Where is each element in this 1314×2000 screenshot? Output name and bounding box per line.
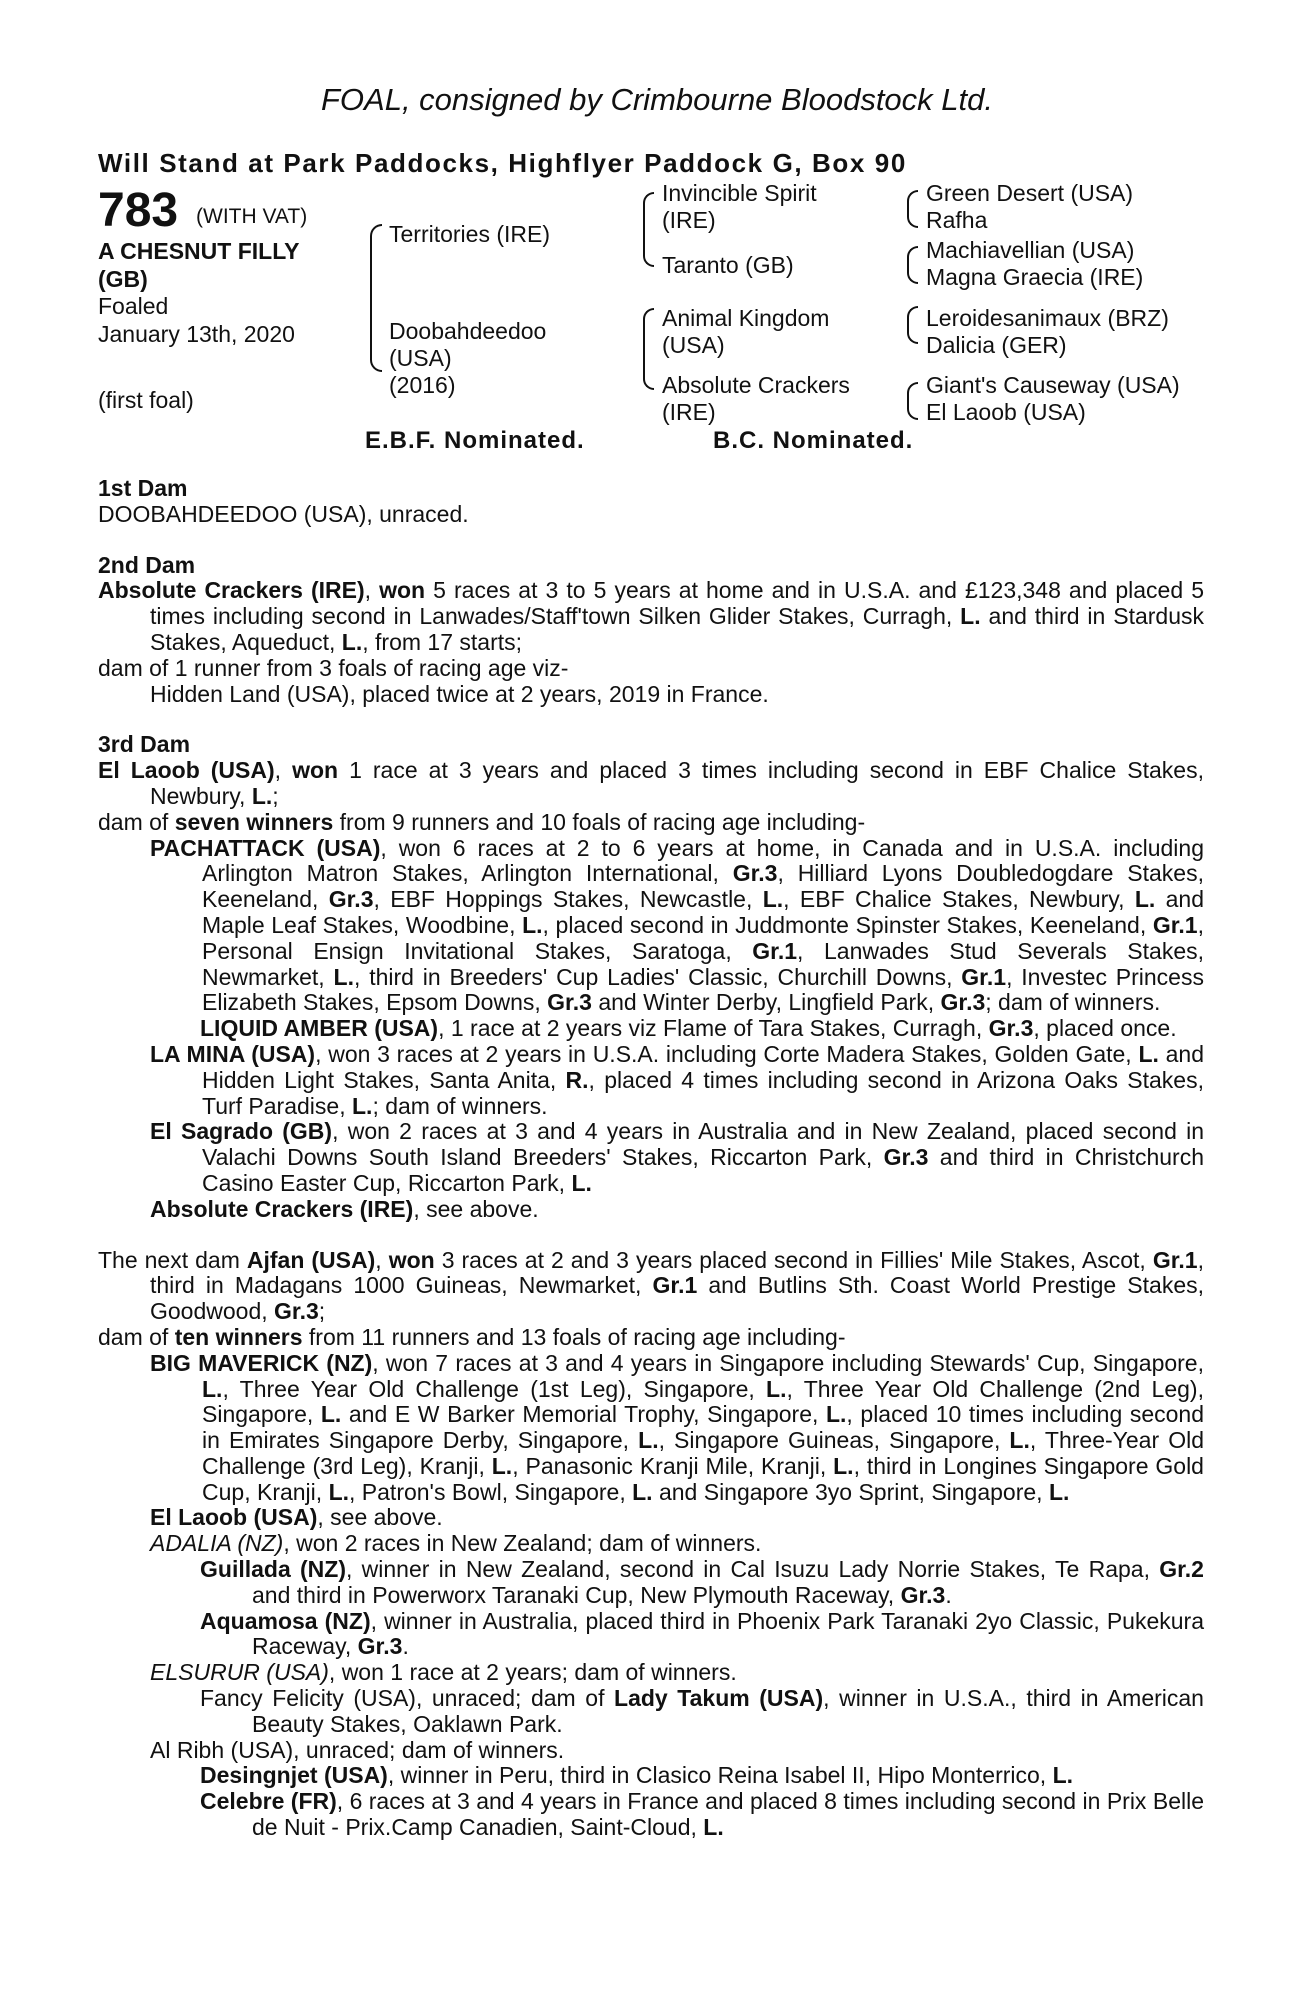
produce-guillada: Guillada (NZ), winner in New Zealand, second in Cal Isuzu Lady Norrie Stakes, Te Rapa, Gr.2 and third in Powerworx Taranaki Cup, New Plymouth Raceway, Gr.3. [200, 1556, 1204, 1608]
col3-brace-2b [907, 264, 918, 284]
location-line: Will Stand at Park Paddocks, Highflyer Paddock G, Box 90 [98, 148, 907, 178]
horse-name: BIG MAVERICK (NZ) [150, 1349, 373, 1376]
dam-name: Ajfan (USA) [246, 1246, 376, 1273]
col3-brace-3b [907, 324, 918, 344]
pedigree-sire-sire-2: (IRE) [662, 207, 716, 233]
foaled-label: Foaled [98, 293, 169, 319]
won-label: won [379, 577, 426, 604]
horse-name: LIQUID AMBER (USA) [200, 1015, 439, 1042]
horse-name: Celebre (FR) [200, 1788, 337, 1815]
next-dam-record: The next dam Ajfan (USA), won 3 races at 2 and 3 years placed second in Fillies' Mile Stakes, Ascot, Gr.1, third in Madagans 1000 Guineas, Newmarket, Gr.1 and Butlins Sth. Coast World Prestige Stakes, Goodwood, Gr.3; [98, 1246, 1205, 1325]
sire-dam-brace [643, 225, 654, 267]
pedigree-sire: Territories (IRE) [389, 221, 551, 247]
col3-brace-4b [907, 400, 918, 420]
listed-label: L. [251, 782, 273, 809]
produce-aquamosa: Aquamosa (NZ), winner in Australia, placed third in Phoenix Park Taranaki 2yo Classic, Pukekura Raceway, Gr.3. [200, 1607, 1204, 1660]
vat-note: (WITH VAT) [196, 205, 308, 228]
dam-name: Absolute Crackers (IRE) [98, 577, 365, 604]
col3-brace-4a [907, 382, 918, 402]
record-text: 5 races at 3 to 5 years at home and in U.S.A. and £123,348 and placed 5 times including second in Lanwades/Staff'town Silken Glider Stakes, Curragh, [150, 577, 1204, 630]
record-text: ; [272, 782, 279, 809]
horse-name: PACHATTACK (USA) [150, 834, 381, 861]
first-dam-text: DOOBAHDEEDOO (USA), unraced. [98, 500, 469, 527]
ebf-nomination: E.B.F. Nominated. [365, 427, 585, 454]
bc-nomination: B.C. Nominated. [713, 427, 914, 454]
third-dam-record: El Laoob (USA), won 1 race at 3 years and placed 3 times including second in EBF Chalice Stakes, Newbury, L.; [98, 757, 1204, 809]
produce-el-sagrado: El Sagrado (GB), won 2 races at 3 and 4 years in Australia and in New Zealand, placed second in Valachi Downs South Island Breeders' Stakes, Riccarton Park, Gr.3 and third in Christchurch Casino Easter Cup, Riccarton Park, L. [150, 1118, 1205, 1196]
produce-elsurur: ELSURUR (USA), won 1 race at 2 years; dam of winners. [150, 1659, 737, 1686]
pedigree-sds: Machiavellian (USA) [926, 237, 1135, 263]
pedigree-sdd: Magna Graecia (IRE) [926, 264, 1144, 290]
produce-absolute-crackers: Absolute Crackers (IRE), see above. [150, 1195, 539, 1222]
pedigree-dam-dam-2: (IRE) [662, 399, 716, 425]
col3-brace-1b [907, 208, 918, 228]
horse-name: El Laoob (USA) [150, 1504, 318, 1531]
produce-adalia: ADALIA (NZ), won 2 races in New Zealand; dam of winners. [150, 1530, 762, 1557]
col3-brace-2a [907, 246, 918, 266]
record-text: and third in Stardusk Stakes, Aqueduct, [150, 603, 1204, 655]
pedigree-dsd: Dalicia (GER) [926, 332, 1067, 358]
horse-name: Guillada (NZ) [200, 1556, 346, 1583]
horse-name: Absolute Crackers (IRE) [150, 1195, 414, 1222]
first-dam-heading: 1st Dam [98, 475, 188, 501]
record-text: , from 17 starts; [362, 628, 523, 655]
produce-fancy-felicity: Fancy Felicity (USA), unraced; dam of Lady Takum (USA), winner in U.S.A., third in American Beauty Stakes, Oaklawn Park. [200, 1685, 1204, 1737]
dam-brace [370, 292, 382, 372]
pedigree-sss: Green Desert (USA) [926, 180, 1134, 206]
produce-celebre: Celebre (FR), 6 races at 3 and 4 years in France and placed 8 times including second in Prix Belle de Nuit - Prix.Camp Canadien, Saint-Cloud, L. [200, 1788, 1204, 1841]
dam-dam-brace [643, 348, 654, 390]
dam-name: El Laoob (USA) [98, 757, 275, 784]
horse-name: Lady Takum (USA) [614, 1685, 824, 1712]
won-label: won [292, 757, 339, 784]
produce-desingnjet: Desingnjet (USA), winner in Peru, third in Clasico Reina Isabel II, Hipo Monterrico, L. [200, 1762, 1074, 1789]
pedigree-dam-sire-2: (USA) [662, 332, 725, 358]
produce-liquid-amber: LIQUID AMBER (USA), 1 race at 2 years viz Flame of Tara Stakes, Curragh, Gr.3, placed once. [200, 1015, 1177, 1042]
sire-brace [370, 224, 382, 294]
produce-la-mina: LA MINA (USA), won 3 races at 2 years in U.S.A. including Corte Madera Stakes, Golden Gate, L. and Hidden Light Stakes, Santa Anita, R., placed 4 times including second in Arizona Oaks Stakes, Turf Paradise, L.; dam of winners. [150, 1040, 1205, 1119]
catalogue-body [98, 476, 1204, 1841]
dam-sire-brace [643, 308, 654, 350]
second-dam-produce-summary: dam of 1 runner from 3 foals of racing age viz- [98, 654, 569, 681]
pedigree-ssd: Rafha [926, 207, 988, 233]
col3-brace-1a [907, 190, 918, 210]
foaled-date: January 13th, 2020 [98, 321, 295, 347]
record-text: 1 race at 3 years and placed 3 times including second in EBF Chalice Stakes, Newbury, [150, 757, 1204, 809]
lot-description-2: (GB) [98, 266, 148, 292]
pedigree-dam-1: Doobahdeedoo [389, 318, 547, 344]
listed-label: L. [960, 603, 981, 630]
pedigree-dam-sire-1: Animal Kingdom [662, 305, 830, 331]
third-dam-heading: 3rd Dam [98, 731, 191, 758]
third-dam-produce-summary: dam of seven winners from 9 runners and 10 foals of racing age including- [98, 808, 866, 835]
second-dam-record: Absolute Crackers (IRE), won 5 races at 3 to 5 years at home and in U.S.A. and £123,348 and placed 5 times including second in Lanwades/Staff'town Silken Glider Stakes, Curragh, L. and third in Stardusk Stakes, Aqueduct, L., from 17 starts; [98, 577, 1204, 655]
pedigree-dam-3: (2016) [389, 372, 456, 398]
foal-note: (first foal) [98, 387, 194, 413]
pedigree-ddd: El Laoob (USA) [926, 399, 1086, 425]
produce-el-laoob: El Laoob (USA), see above. [150, 1504, 443, 1531]
lot-description-1: A CHESNUT FILLY [98, 238, 300, 264]
next-dam-produce-summary: dam of ten winners from 11 runners and 13 foals of racing age including- [98, 1323, 846, 1350]
lot-number: 783 [98, 184, 179, 237]
produce-al-ribh: Al Ribh (USA), unraced; dam of winners. [150, 1736, 565, 1763]
pedigree-dds: Giant's Causeway (USA) [926, 372, 1180, 398]
pedigree-dam-dam-1: Absolute Crackers [662, 372, 850, 398]
produce-pachattack: PACHATTACK (USA), won 6 races at 2 to 6 years at home, in Canada and in U.S.A. including Arlington Matron Stakes, Arlington International, Gr.3, Hilliard Lyons Doubledogdare Stakes, Keeneland, Gr.3, EBF Hoppings Stakes, Newcastle, L., EBF Chalice Stakes, Newbury, L. and Maple Leaf Stakes, Woodbine, L., placed second in Juddmonte Spinster Stakes, Keeneland, Gr.1, Personal Ensign Invitational Stakes, Saratoga, Gr.1, Lanwades Stud Severals Stakes, Newmarket, L., third in Breeders' Cup Ladies' Classic, Churchill Downs, Gr.1, Investec Princess Elizabeth Stakes, Epsom Downs, Gr.3 and Winter Derby, Lingfield Park, Gr.3; dam of winners. [150, 834, 1205, 1016]
produce-big-maverick: BIG MAVERICK (NZ), won 7 races at 3 and 4 years in Singapore including Stewards' Cup, Singapore, L., Three Year Old Challenge (1st Leg), Singapore, L., Three Year Old Challenge (2nd Leg), Singapore, L. and E W Barker Memorial Trophy, Singapore, L., placed 10 times including second in Emirates Singapore Derby, Singapore, L., Singapore Guineas, Singapore, L., Three-Year Old Challenge (3rd Leg), Kranji, L., Panasonic Kranji Mile, Kranji, L., third in Longines Singapore Gold Cup, Kranji, L., Patron's Bowl, Singapore, L. and Singapore 3yo Sprint, Singapore, L. [150, 1349, 1205, 1505]
pedigree-dss: Leroidesanimaux (BRZ) [926, 305, 1169, 331]
consignment-line: FOAL, consigned by Crimbourne Bloodstock Ltd. [320, 82, 993, 117]
sire-sire-brace [643, 192, 654, 227]
second-dam-produce: Hidden Land (USA), placed twice at 2 years, 2019 in France. [150, 680, 769, 707]
pedigree-dam-2: (USA) [389, 345, 452, 371]
pedigree-sire-dam: Taranto (GB) [662, 252, 794, 278]
col3-brace-3a [907, 306, 918, 326]
horse-name: Aquamosa (NZ) [200, 1607, 371, 1634]
horse-name: Desingnjet (USA) [200, 1762, 388, 1789]
listed-label: L. [341, 628, 363, 655]
horse-name: LA MINA (USA) [150, 1040, 316, 1067]
second-dam-heading: 2nd Dam [98, 551, 196, 578]
horse-name: El Sagrado (GB) [150, 1118, 333, 1145]
pedigree-sire-sire-1: Invincible Spirit [662, 180, 817, 206]
